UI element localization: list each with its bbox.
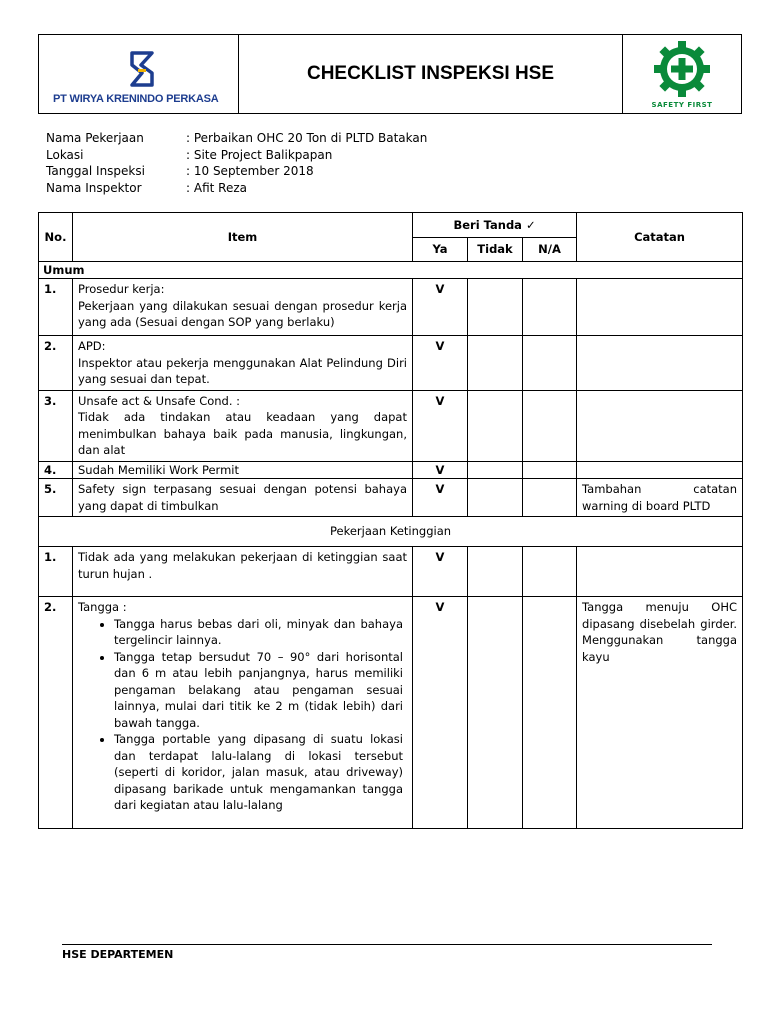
check-tidak <box>468 479 523 517</box>
check-na <box>523 547 577 597</box>
table-row <box>39 336 743 391</box>
safety-first-gear-icon <box>652 38 712 100</box>
row-item <box>73 597 413 829</box>
page-title: CHECKLIST INSPEKSI HSE <box>306 63 555 84</box>
row-number: 1. <box>39 279 73 336</box>
row-number: 2. <box>39 336 73 391</box>
item-title: Prosedur kerja: <box>78 282 165 296</box>
row-item <box>73 461 413 479</box>
check-na <box>523 390 577 461</box>
item-title: Tidak ada yang melakukan pekerjaan di ketinggian saat turun hujan . <box>78 550 407 581</box>
header-beri-tanda: Beri Tanda ✓ <box>413 213 577 238</box>
check-na <box>523 279 577 336</box>
safety-first-label: SAFETY FIRST <box>651 101 713 109</box>
check-ya: V <box>413 461 468 479</box>
row-catatan <box>577 390 743 461</box>
row-number: 1. <box>39 547 73 597</box>
table-row <box>39 461 743 479</box>
row-catatan <box>577 279 743 336</box>
item-description: Pekerjaan yang dilakukan sesuai dengan prosedur kerja yang ada (Sesuai dengan SOP yang berlaku) <box>78 298 407 329</box>
info-value: : Site Project Balikpapan <box>186 147 333 162</box>
row-catatan <box>577 547 743 597</box>
row-item <box>73 390 413 461</box>
item-title: APD: <box>78 339 106 353</box>
check-ya: V <box>413 479 468 517</box>
check-ya: V <box>413 390 468 461</box>
signature-line <box>62 944 712 945</box>
row-item <box>73 547 413 597</box>
check-ya: V <box>413 336 468 391</box>
safety-logo-cell <box>622 35 741 113</box>
table-row <box>39 597 743 829</box>
info-value: : 10 September 2018 <box>186 164 314 178</box>
item-title: Safety sign terpasang sesuai dengan potensi bahaya yang dapat di timbulkan <box>78 482 407 513</box>
header-catatan: Catatan <box>577 213 743 262</box>
info-value: : Afit Reza <box>186 180 247 195</box>
info-label: Nama Pekerjaan <box>46 131 144 145</box>
checklist-table <box>38 212 743 829</box>
row-catatan: Tangga menuju OHC dipasang disebelah girder. Menggunakan tangga kayu <box>577 597 743 829</box>
row-number: 5. <box>39 479 73 517</box>
check-ya: V <box>413 279 468 336</box>
header-no: No. <box>39 213 73 262</box>
item-bullet-list <box>78 616 407 814</box>
check-tidak <box>468 547 523 597</box>
info-row-pekerjaan <box>46 130 427 147</box>
section-row-umum <box>39 262 743 279</box>
row-number: 2. <box>39 597 73 829</box>
info-value: : Perbaikan OHC 20 Ton di PLTD Batakan <box>186 131 428 145</box>
row-catatan <box>577 461 743 479</box>
list-item: • Tangga tetap bersudut 70 – 90° dari horisontal dan 6 m atau lebih panjangnya, harus memiliki pengaman belakang atau pengaman sesuai lainnya, mulai dari titik ke 2 m (tidak lebih) dari bawah tangga. <box>114 649 407 732</box>
table-row <box>39 390 743 461</box>
check-na <box>523 336 577 391</box>
item-description: Inspektor atau pekerja menggunakan Alat Pelindung Diri yang sesuai dan tepat. <box>78 355 407 386</box>
info-label: Nama Inspektor <box>46 180 142 195</box>
check-ya: V <box>413 597 468 829</box>
row-item <box>73 479 413 517</box>
table-row <box>39 547 743 597</box>
table-row <box>39 279 743 336</box>
info-row-inspektor <box>46 180 427 197</box>
info-label: Lokasi <box>46 147 84 162</box>
info-row-lokasi <box>46 147 427 164</box>
header-tidak: Tidak <box>468 237 523 262</box>
document-header <box>38 34 742 114</box>
row-item <box>73 336 413 391</box>
check-tidak <box>468 390 523 461</box>
inspection-info <box>46 130 427 196</box>
item-description: Tidak ada tindakan atau keadaan yang dapat menimbulkan bahaya baik pada manusia, lingkungan, dan alat <box>78 410 407 457</box>
row-number: 3. <box>39 390 73 461</box>
section-title: Umum <box>39 262 743 279</box>
table-header-row <box>39 213 743 238</box>
row-catatan: Tambahan catatan warning di board PLTD <box>577 479 743 517</box>
row-catatan <box>577 336 743 391</box>
list-item: • Tangga portable yang dipasang di suatu lokasi dan terdapat lalu-lalang di lokasi tersebut (seperti di koridor, jalan masuk, atau driveway) dipasang barikade untuk mengamankan tangga dari kegiatan atau lalu-lalang <box>114 731 407 814</box>
section-title: Pekerjaan Ketinggian <box>39 517 743 547</box>
check-tidak <box>468 461 523 479</box>
header-ya: Ya <box>413 237 468 262</box>
check-na <box>523 479 577 517</box>
company-logo-cell <box>39 35 239 113</box>
company-name: PT WIRYA KRENINDO PERKASA <box>53 93 219 105</box>
item-title: Unsafe act & Unsafe Cond. : <box>78 393 241 408</box>
list-item: • Tangga harus bebas dari oli, minyak dan bahaya tergelincir lainnya. <box>114 616 407 649</box>
check-tidak <box>468 336 523 391</box>
row-item <box>73 279 413 336</box>
check-tidak <box>468 597 523 829</box>
item-title: Tangga : <box>78 600 127 614</box>
check-na <box>523 461 577 479</box>
check-ya: V <box>413 547 468 597</box>
info-label: Tanggal Inspeksi <box>46 164 145 178</box>
item-title: Sudah Memiliki Work Permit <box>78 462 239 477</box>
header-na: N/A <box>523 237 577 262</box>
info-row-tanggal <box>46 163 427 180</box>
check-na <box>523 597 577 829</box>
header-item: Item <box>73 213 413 262</box>
row-number: 4. <box>39 461 73 479</box>
section-row-ketinggian <box>39 517 743 547</box>
table-row <box>39 479 743 517</box>
check-tidak <box>468 279 523 336</box>
company-logo-icon <box>129 51 155 87</box>
department-label: HSE DEPARTEMEN <box>62 948 174 961</box>
